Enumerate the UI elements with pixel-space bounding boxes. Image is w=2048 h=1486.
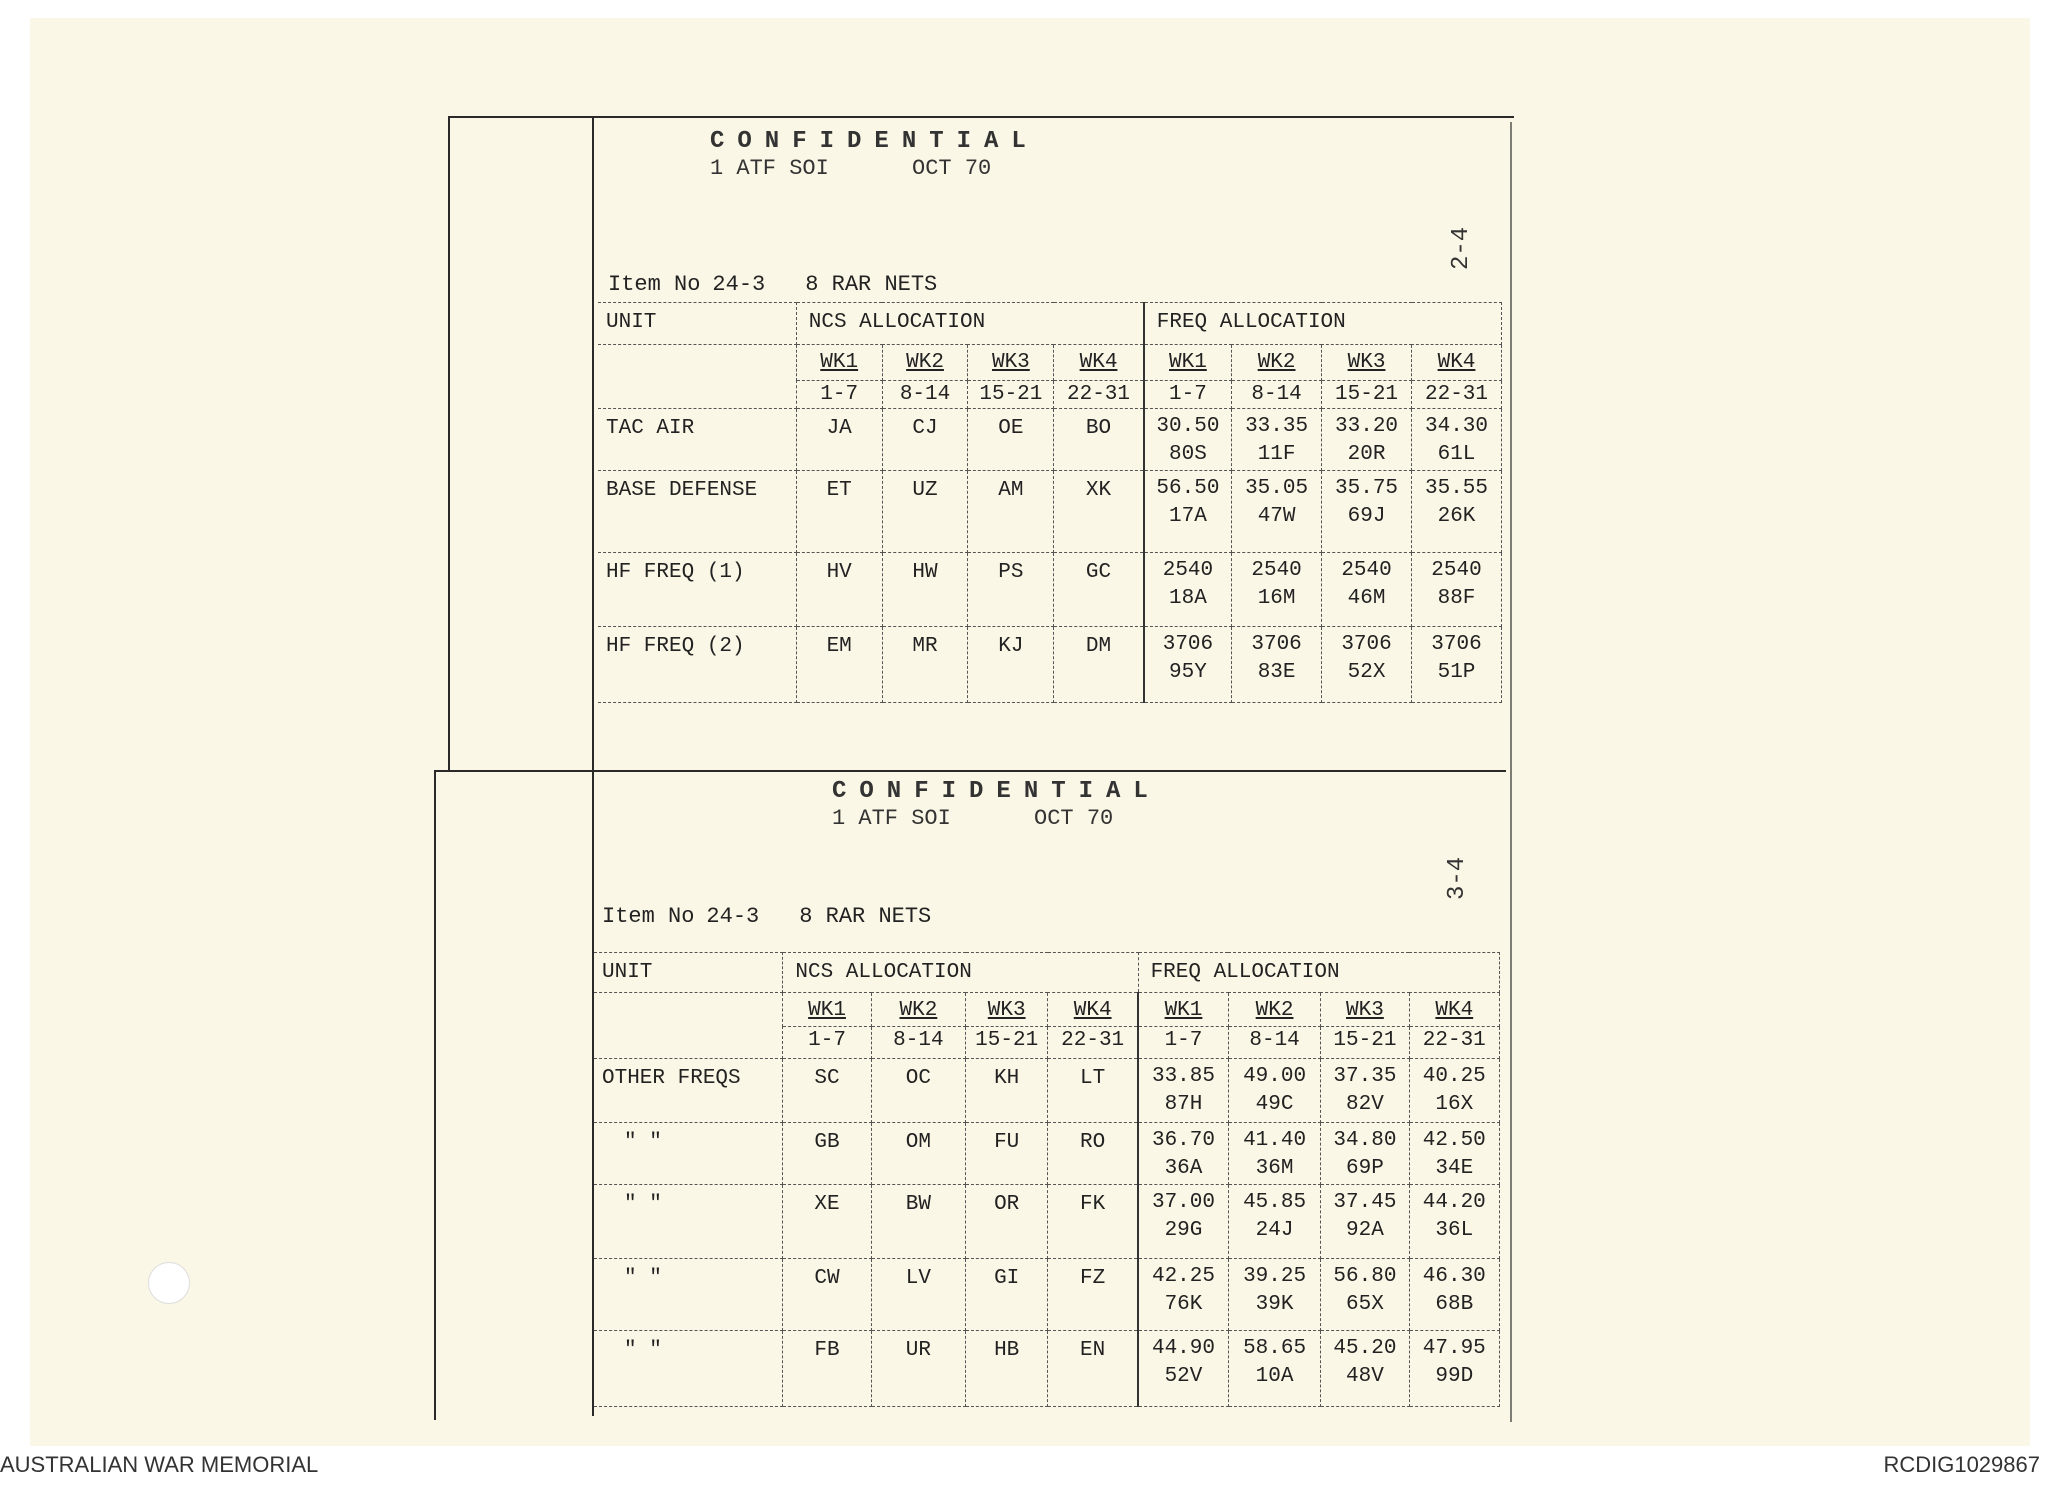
frequency-code: 39K (1255, 1293, 1294, 1316)
frequency-value: 45.20 (1333, 1337, 1397, 1360)
frequency-code: 11F (1257, 443, 1296, 466)
item-number: 24-3 (706, 904, 760, 929)
frequency-value: 44.90 (1151, 1337, 1215, 1360)
frame-top-line (448, 116, 1514, 118)
ncs-callsign: GI (966, 1259, 1048, 1331)
freq-cell (1412, 553, 1502, 627)
ncs-callsign: FU (966, 1123, 1048, 1185)
freq-week-3: WK3 (1321, 993, 1409, 1027)
table-row (594, 1259, 1500, 1331)
freq-cell (1232, 553, 1322, 627)
ncs-week-4: WK4 (1054, 345, 1144, 381)
ncs-week-1: WK1 (783, 993, 871, 1027)
frequency-code: 16M (1257, 587, 1296, 610)
freq-cell (1228, 1059, 1320, 1123)
frequency-code: 46M (1347, 587, 1386, 610)
ncs-callsign: OM (871, 1123, 965, 1185)
freq-cell (1321, 1059, 1409, 1123)
freq-cell (1321, 1185, 1409, 1259)
frequency-value: 42.25 (1151, 1265, 1215, 1288)
frequency-code: 83E (1257, 661, 1296, 684)
freq-week-3: WK3 (1322, 345, 1412, 381)
ncs-callsign: UZ (882, 471, 968, 553)
ncs-callsign: BO (1054, 409, 1144, 471)
frame-left-line (448, 116, 450, 772)
frequency-code: 99D (1435, 1365, 1474, 1388)
unit-name: " " (594, 1185, 783, 1259)
freq-week-2: WK2 (1228, 993, 1320, 1027)
soi-ref: 1 ATF SOI (710, 156, 829, 181)
frequency-value: 33.20 (1335, 415, 1399, 438)
table-row (598, 409, 1502, 471)
frequency-value: 40.25 (1422, 1065, 1486, 1088)
ncs-callsign: ET (796, 471, 882, 553)
freq-days-2: 8-14 (1228, 1027, 1320, 1059)
frequency-value: 34.80 (1333, 1129, 1397, 1152)
freq-cell (1409, 1331, 1499, 1407)
frequency-code: 36L (1435, 1219, 1474, 1242)
freq-days-4: 22-31 (1412, 381, 1502, 409)
freq-cell (1409, 1123, 1499, 1185)
table-row (598, 553, 1502, 627)
ncs-week-4: WK4 (1048, 993, 1138, 1027)
frequency-code: 69P (1346, 1157, 1384, 1180)
frequency-value: 37.45 (1333, 1191, 1397, 1214)
ncs-days-3: 15-21 (968, 381, 1054, 409)
frequency-code: 36A (1164, 1157, 1203, 1180)
frequency-code: 88F (1437, 587, 1476, 610)
freq-cell (1138, 1185, 1228, 1259)
ncs-days-3: 15-21 (966, 1027, 1048, 1059)
freq-cell (1322, 471, 1412, 553)
ncs-days-1: 1-7 (783, 1027, 871, 1059)
freq-cell (1138, 1059, 1228, 1123)
ncs-week-2: WK2 (871, 993, 965, 1027)
unit-name: " " (594, 1123, 783, 1185)
ncs-callsign: KJ (968, 627, 1054, 703)
frequency-code: 20R (1347, 443, 1386, 466)
freq-cell (1409, 1259, 1499, 1331)
frequency-code: 26K (1437, 505, 1476, 528)
frame-lower-left-line (434, 770, 436, 1420)
table-row (594, 1185, 1500, 1259)
frequency-code: 17A (1169, 505, 1207, 528)
frequency-code: 95Y (1169, 661, 1207, 684)
unit-column-header: UNIT (598, 303, 796, 345)
item-number: 24-3 (712, 272, 766, 297)
nets-table (594, 952, 1500, 1407)
frequency-value: 3706 (1251, 633, 1302, 656)
frequency-code: 65X (1346, 1293, 1384, 1316)
frequency-code: 48V (1346, 1365, 1384, 1388)
frequency-code: 52V (1164, 1365, 1203, 1388)
frequency-code: 87H (1164, 1093, 1203, 1116)
ncs-callsign: AM (968, 471, 1054, 553)
soi-reference (710, 156, 991, 181)
frame-middle-line (436, 770, 1506, 772)
freq-cell (1412, 471, 1502, 553)
unit-blank-cell (594, 993, 783, 1059)
item-title: 8 RAR NETS (799, 904, 932, 929)
ncs-callsign: XK (1054, 471, 1144, 553)
nets-table (598, 302, 1502, 703)
ncs-callsign: OC (871, 1059, 965, 1123)
ncs-callsign: CJ (882, 409, 968, 471)
frequency-code: 82V (1346, 1093, 1384, 1116)
freq-cell (1144, 553, 1232, 627)
frequency-code: 36M (1255, 1157, 1294, 1180)
unit-name: " " (594, 1331, 783, 1407)
ncs-days-2: 8-14 (871, 1027, 965, 1059)
ncs-callsign: HV (796, 553, 882, 627)
archive-name: AUSTRALIAN WAR MEMORIAL (0, 1452, 319, 1477)
item-header (608, 272, 977, 297)
soi-ref: 1 ATF SOI (832, 806, 951, 831)
frequency-value: 2540 (1431, 559, 1482, 582)
ncs-callsign: HW (882, 553, 968, 627)
table-row (594, 1059, 1500, 1123)
ncs-callsign: OE (968, 409, 1054, 471)
freq-days-3: 15-21 (1321, 1027, 1409, 1059)
ncs-callsign: OR (966, 1185, 1048, 1259)
frequency-value: 35.75 (1335, 477, 1399, 500)
frequency-code: 80S (1169, 443, 1207, 466)
table-row (598, 471, 1502, 553)
freq-week-1: WK1 (1138, 993, 1228, 1027)
frequency-value: 37.00 (1151, 1191, 1215, 1214)
ncs-callsign: CW (783, 1259, 871, 1331)
freq-cell (1144, 627, 1232, 703)
freq-days-1: 1-7 (1144, 381, 1232, 409)
frequency-value: 34.30 (1424, 415, 1488, 438)
frequency-code: 10A (1255, 1365, 1294, 1388)
freq-week-2: WK2 (1232, 345, 1322, 381)
frequency-code: 49C (1255, 1093, 1294, 1116)
ncs-callsign: PS (968, 553, 1054, 627)
frequency-value: 58.65 (1243, 1337, 1307, 1360)
freq-days-3: 15-21 (1322, 381, 1412, 409)
freq-cell (1138, 1331, 1228, 1407)
ncs-callsign: DM (1054, 627, 1144, 703)
ncs-callsign: MR (882, 627, 968, 703)
freq-cell (1228, 1259, 1320, 1331)
frequency-value: 36.70 (1151, 1129, 1215, 1152)
ncs-allocation-header: NCS ALLOCATION (796, 303, 1143, 345)
frame-right-line (1510, 122, 1512, 1422)
ncs-callsign: UR (871, 1331, 965, 1407)
freq-allocation-header: FREQ ALLOCATION (1144, 303, 1502, 345)
freq-cell (1144, 471, 1232, 553)
ncs-week-1: WK1 (796, 345, 882, 381)
frequency-value: 2540 (1162, 559, 1214, 582)
frequency-value: 44.20 (1422, 1191, 1486, 1214)
ncs-callsign: SC (783, 1059, 871, 1123)
ncs-callsign: EN (1048, 1331, 1138, 1407)
unit-name: BASE DEFENSE (598, 471, 796, 553)
freq-week-4: WK4 (1412, 345, 1502, 381)
ncs-callsign: GB (783, 1123, 871, 1185)
unit-name: HF FREQ (2) (598, 627, 796, 703)
frequency-value: 33.35 (1245, 415, 1309, 438)
unit-name: TAC AIR (598, 409, 796, 471)
ncs-callsign: XE (783, 1185, 871, 1259)
freq-cell (1232, 409, 1322, 471)
frequency-code: 68B (1435, 1293, 1474, 1316)
item-label: Item No (602, 904, 695, 929)
unit-blank-cell (598, 345, 796, 409)
frequency-value: 45.85 (1243, 1191, 1307, 1214)
freq-cell (1409, 1059, 1499, 1123)
freq-cell (1232, 627, 1322, 703)
frequency-value: 41.40 (1243, 1129, 1307, 1152)
ncs-callsign: LV (871, 1259, 965, 1331)
unit-name: " " (594, 1259, 783, 1331)
frequency-value: 56.50 (1156, 477, 1220, 500)
ncs-callsign: HB (966, 1331, 1048, 1407)
ncs-week-2: WK2 (882, 345, 968, 381)
ncs-callsign: BW (871, 1185, 965, 1259)
freq-cell (1322, 627, 1412, 703)
frequency-code: 69J (1347, 505, 1386, 528)
ncs-days-4: 22-31 (1048, 1027, 1138, 1059)
ncs-week-3: WK3 (966, 993, 1048, 1027)
freq-week-1: WK1 (1144, 345, 1232, 381)
item-label: Item No (608, 272, 701, 297)
freq-cell (1412, 627, 1502, 703)
frequency-code: 61L (1437, 443, 1476, 466)
freq-cell (1321, 1259, 1409, 1331)
frequency-code: 24J (1255, 1219, 1294, 1242)
soi-date: OCT 70 (1034, 806, 1114, 831)
freq-days-2: 8-14 (1232, 381, 1322, 409)
ncs-callsign: KH (966, 1059, 1048, 1123)
frequency-value: 3706 (1162, 633, 1214, 656)
ncs-callsign: EM (796, 627, 882, 703)
freq-cell (1228, 1331, 1320, 1407)
table-row (594, 1123, 1500, 1185)
unit-name: OTHER FREQS (594, 1059, 783, 1123)
ncs-callsign: LT (1048, 1059, 1138, 1123)
ncs-week-3: WK3 (968, 345, 1054, 381)
frequency-code: 47W (1257, 505, 1296, 528)
freq-cell (1228, 1185, 1320, 1259)
ncs-allocation-header: NCS ALLOCATION (783, 953, 1138, 993)
frequency-code: 29G (1164, 1219, 1203, 1242)
ncs-callsign: FB (783, 1331, 871, 1407)
freq-days-4: 22-31 (1409, 1027, 1499, 1059)
item-title: 8 RAR NETS (805, 272, 938, 297)
frequency-value: 3706 (1431, 633, 1482, 656)
unit-column-header: UNIT (594, 953, 783, 993)
frequency-code: 18A (1169, 587, 1207, 610)
table-row (598, 627, 1502, 703)
ncs-days-2: 8-14 (882, 381, 968, 409)
freq-cell (1144, 409, 1232, 471)
page-number-mark: 3-4 (1444, 856, 1471, 900)
freq-cell (1321, 1331, 1409, 1407)
freq-cell (1412, 409, 1502, 471)
frequency-code: 51P (1437, 661, 1476, 684)
ncs-callsign: FZ (1048, 1259, 1138, 1331)
freq-allocation-header: FREQ ALLOCATION (1138, 953, 1499, 993)
frequency-value: 35.05 (1245, 477, 1309, 500)
frequency-value: 47.95 (1422, 1337, 1486, 1360)
freq-days-1: 1-7 (1138, 1027, 1228, 1059)
frequency-value: 56.80 (1333, 1265, 1397, 1288)
frequency-value: 3706 (1341, 633, 1392, 656)
table-row (594, 1331, 1500, 1407)
frequency-value: 46.30 (1422, 1265, 1486, 1288)
frequency-value: 35.55 (1424, 477, 1488, 500)
frequency-code: 16X (1435, 1093, 1474, 1116)
archive-reference: RCDIG1029867 (1883, 1452, 2040, 1477)
classification-heading: CONFIDENTIAL (832, 778, 1161, 805)
ncs-days-1: 1-7 (796, 381, 882, 409)
frequency-value: 30.50 (1156, 415, 1220, 438)
frequency-code: 52X (1347, 661, 1386, 684)
punch-hole (148, 1262, 190, 1304)
freq-cell (1322, 553, 1412, 627)
frequency-value: 37.35 (1333, 1065, 1397, 1088)
ncs-callsign: JA (796, 409, 882, 471)
frequency-value: 49.00 (1243, 1065, 1307, 1088)
freq-cell (1138, 1123, 1228, 1185)
ncs-callsign: RO (1048, 1123, 1138, 1185)
freq-cell (1232, 471, 1322, 553)
frequency-code: 34E (1435, 1157, 1474, 1180)
freq-cell (1321, 1123, 1409, 1185)
frequency-value: 33.85 (1151, 1065, 1215, 1088)
frequency-value: 42.50 (1422, 1129, 1486, 1152)
frequency-code: 92A (1346, 1219, 1384, 1242)
freq-cell (1322, 409, 1412, 471)
classification-heading: CONFIDENTIAL (710, 128, 1039, 155)
ncs-days-4: 22-31 (1054, 381, 1144, 409)
freq-cell (1138, 1259, 1228, 1331)
page-number-mark: 2-4 (1448, 226, 1475, 270)
freq-cell (1228, 1123, 1320, 1185)
ncs-callsign: GC (1054, 553, 1144, 627)
frequency-code: 76K (1164, 1293, 1203, 1316)
unit-name: HF FREQ (1) (598, 553, 796, 627)
ncs-callsign: FK (1048, 1185, 1138, 1259)
freq-week-4: WK4 (1409, 993, 1499, 1027)
item-header (602, 904, 971, 929)
frequency-value: 39.25 (1243, 1265, 1307, 1288)
frequency-value: 2540 (1251, 559, 1302, 582)
soi-reference (832, 806, 1113, 831)
soi-date: OCT 70 (912, 156, 992, 181)
freq-cell (1409, 1185, 1499, 1259)
frequency-value: 2540 (1341, 559, 1392, 582)
